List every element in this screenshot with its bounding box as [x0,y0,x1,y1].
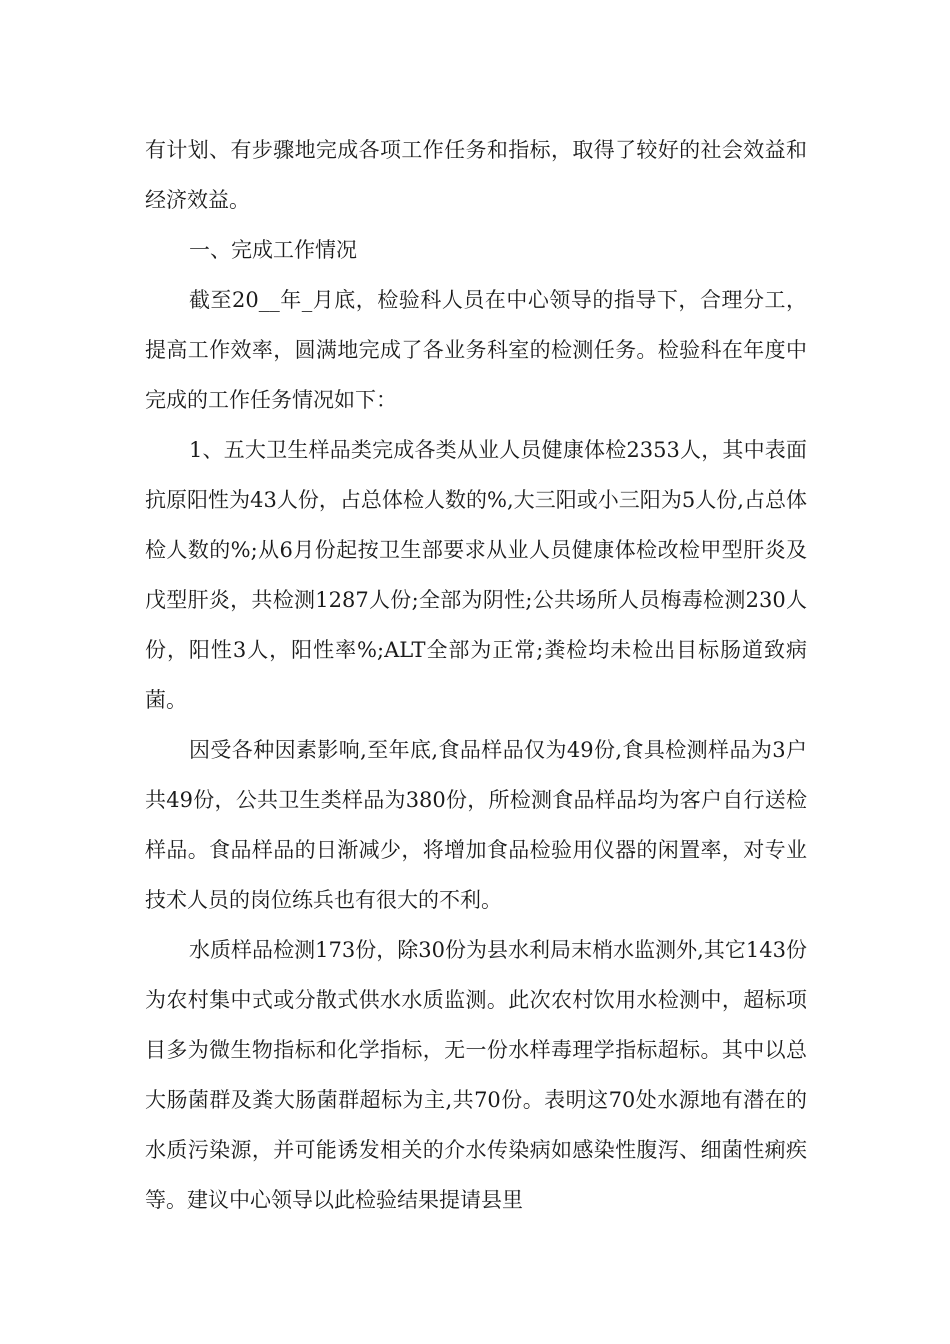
paragraph-water-samples: 水质样品检测173份，除30份为县水利局末梢水监测外,其它143份为农村集中式或分散式供水水质监测。此次农村饮用水检测中，超标项目多为微生物指标和化学指标，无一份水样毒理学指标超标。其中以总大肠菌群及粪大肠菌群超标为主,共70份。表明这70处水源地有潜在的水质污染源，并可能诱发相关的介水传染病如感染性腹泻、细菌性痢疾等。建议中心领导以此检验结果提请县里 [145,938,807,1212]
paragraph-continuation: 有计划、有步骤地完成各项工作任务和指标，取得了较好的社会效益和经济效益。 [145,138,807,212]
paragraph-food-samples: 因受各种因素影响,至年底,食品样品仅为49份,食具检测样品为3户共49份，公共卫生类样品为380份，所检测食品样品均为客户自行送检样品。食品样品的日渐减少，将增加食品检验用仪器的闲置率，对专业技术人员的岗位练兵也有很大的不利。 [145,738,807,912]
document-body [145,125,807,1225]
paragraph-intro: 截至20__年_月底，检验科人员在中心领导的指导下，合理分工，提高工作效率，圆满地完成了各业务科室的检测任务。检验科在年度中完成的工作任务情况如下： [145,288,807,412]
paragraph-health-exam: 1、五大卫生样品类完成各类从业人员健康体检2353人，其中表面抗原阳性为43人份，占总体检人数的%,大三阳或小三阳为5人份,占总体检人数的%;从6月份起按卫生部要求从业人员健康体检改检甲型肝炎及戊型肝炎，共检测1287人份;全部为阴性;公共场所人员梅毒检测230人份，阳性3人，阳性率%;ALT全部为正常;粪检均未检出目标肠道致病菌。 [145,438,807,712]
section-heading: 一、完成工作情况 [189,238,357,262]
